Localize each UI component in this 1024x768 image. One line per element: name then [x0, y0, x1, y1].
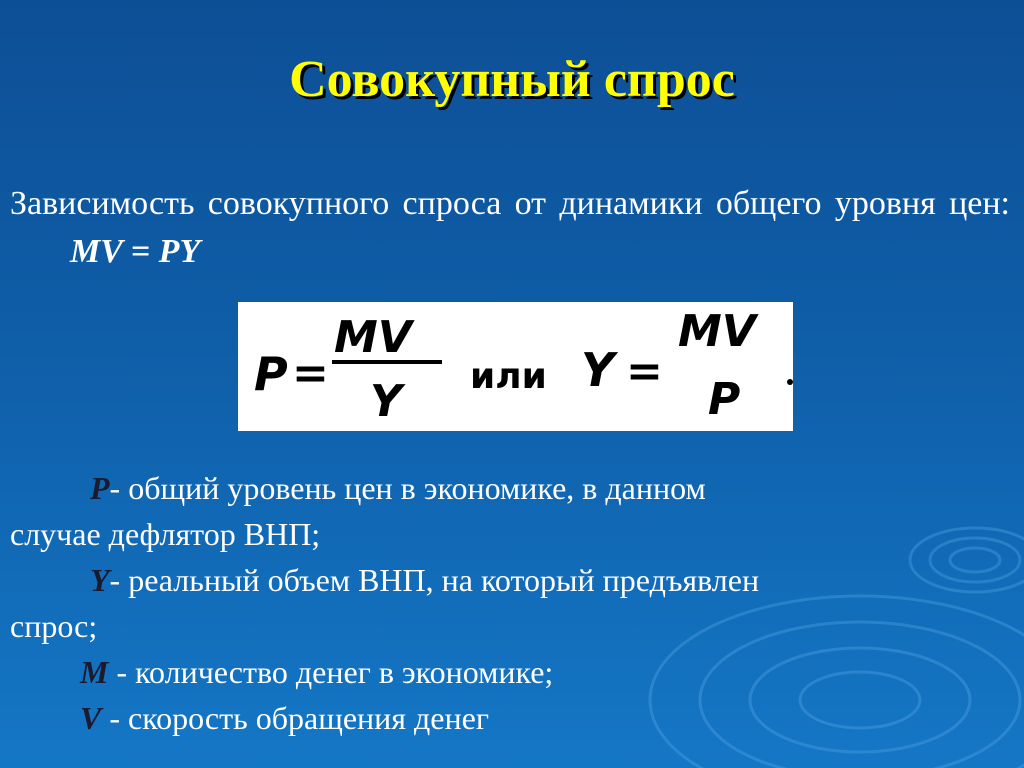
definition-p	[10, 465, 1010, 511]
page-title: Совокупный спрос	[289, 51, 735, 108]
definitions-list	[10, 465, 1010, 741]
definition-m	[10, 649, 1010, 695]
formula-right-var: Y	[581, 343, 615, 397]
definition-var: P	[90, 470, 110, 506]
definition-y-continuation: спрос;	[10, 608, 98, 644]
formula-eq-2: =	[626, 346, 663, 397]
definition-text: - общий уровень цен в экономике, в данном	[109, 470, 706, 506]
definition-v	[10, 695, 1010, 741]
intro-paragraph	[10, 180, 1010, 276]
formula-left-var: P	[254, 347, 288, 401]
intro-text: Зависимость совокупного спроса от динамики общего уровня цен:	[10, 185, 1010, 222]
definition-p-continuation: случае дефлятор ВНП;	[10, 516, 321, 552]
formula-numerator-2: MV	[678, 306, 756, 357]
definition-text: - количество денег в экономике;	[108, 654, 554, 690]
formula-or: или	[470, 356, 547, 397]
definition-var: V	[80, 700, 102, 736]
definition-var: M	[80, 654, 109, 690]
formula-image	[238, 302, 793, 431]
formula-denominator-2: P	[708, 374, 741, 425]
definition-y	[10, 557, 1010, 603]
formula-denominator-1: Y	[370, 376, 402, 427]
definition-text: - скорость обращения денег	[101, 700, 489, 736]
definition-var: Y	[90, 562, 110, 598]
formula-dot	[787, 379, 793, 385]
intro-equation: MV = PY	[70, 233, 201, 270]
definition-text: - реальный объем ВНП, на который предъявлен	[109, 562, 760, 598]
formula-eq-1: =	[292, 348, 329, 399]
formula-numerator-1: MV	[334, 312, 412, 363]
